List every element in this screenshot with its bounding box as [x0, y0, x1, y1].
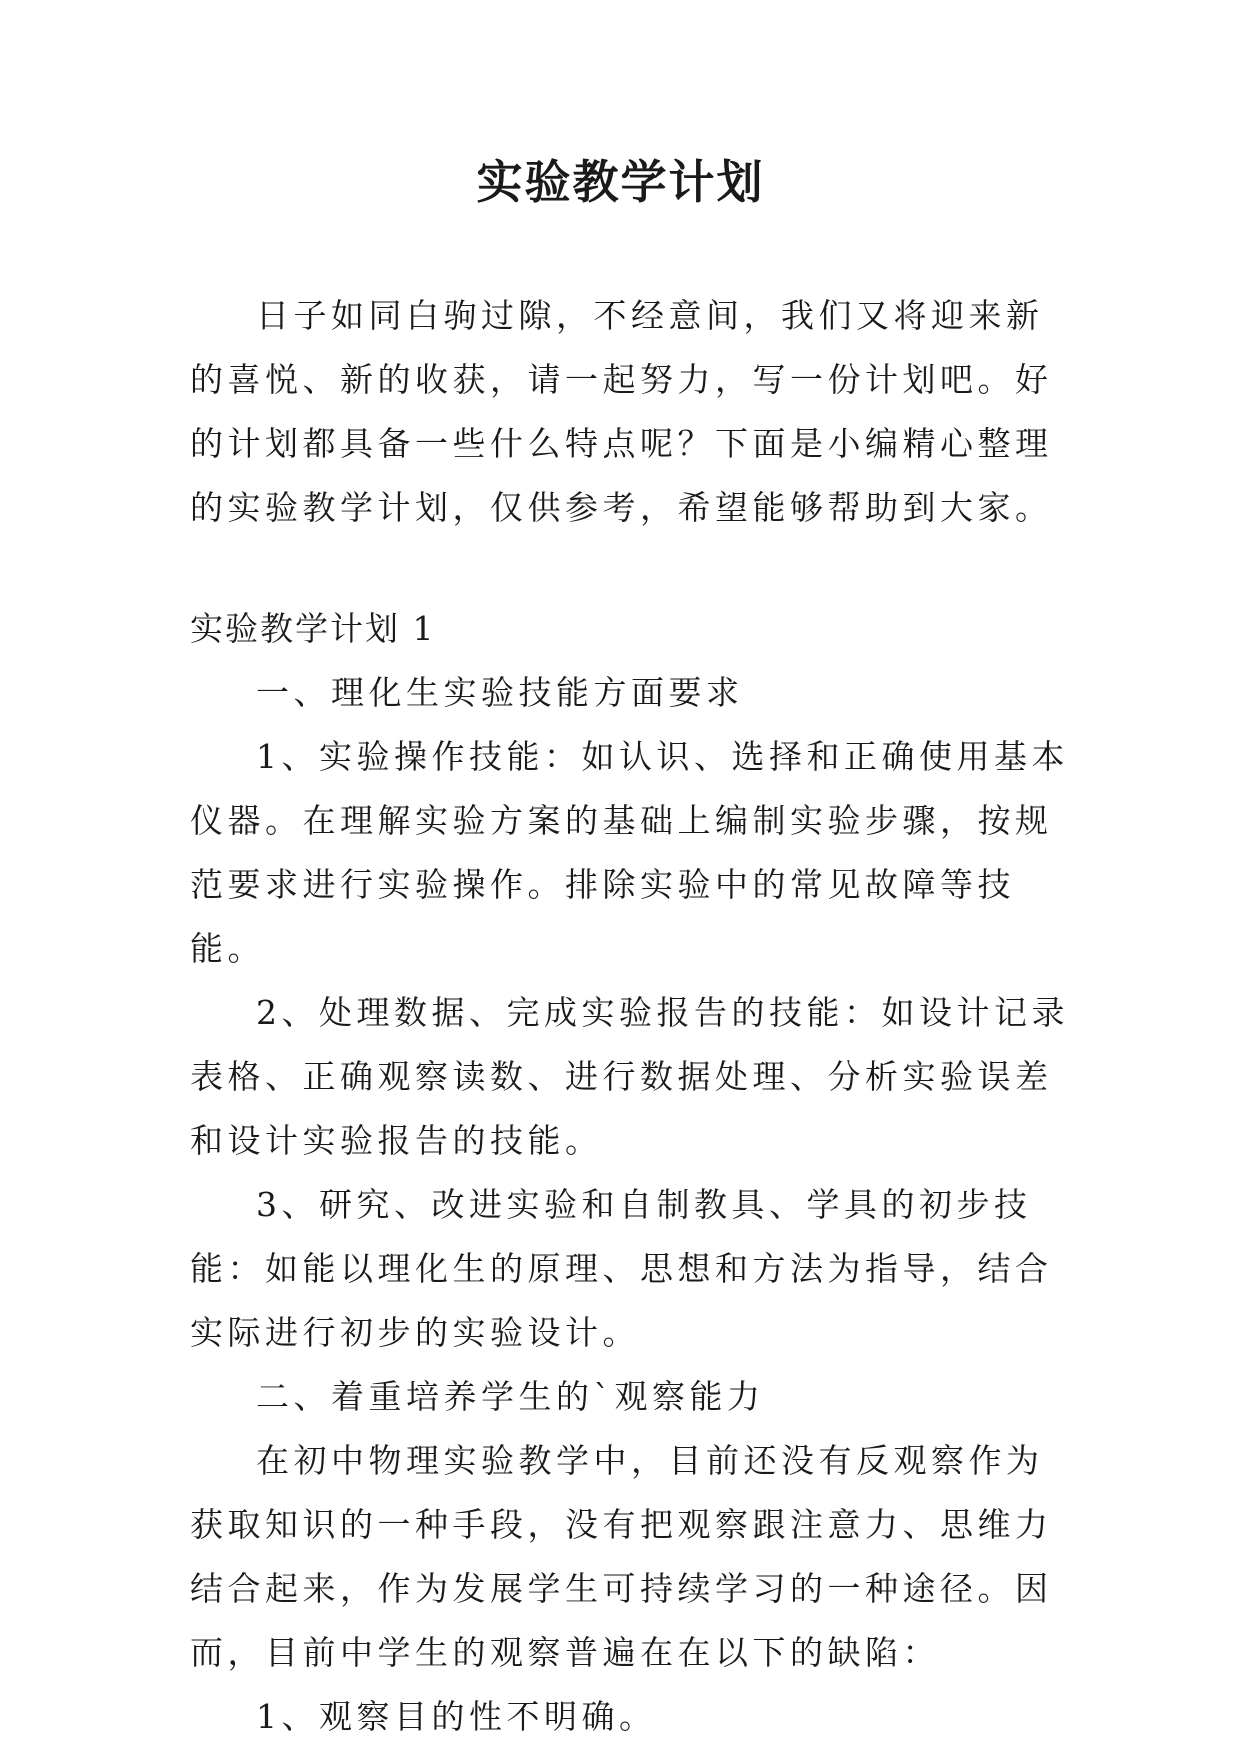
paragraph-observation-status: 在初中物理实验教学中，目前还没有反观察作为获取知识的一种手段，没有把观察跟注意力、思维力结合起来，作为发展学生可持续学习的一种途径。因而，目前中学生的观察普遍在在以下的缺陷： — [190, 1441, 1053, 1672]
paragraph-operation-skills: 1、实验操作技能：如认识、选择和正确使用基本仪器。在理解实验方案的基础上编制实验步骤，按规范要求进行实验操作。排除实验中的常见故障等技能。 — [190, 737, 1069, 968]
section-title: 实验教学计划 1 — [190, 609, 436, 648]
paragraph-research-skills: 3、研究、改进实验和自制教具、学具的初步技能：如能以理化生的原理、思想和方法为指导，结合实际进行初步的实验设计。 — [190, 1185, 1053, 1352]
paragraph-data-processing: 2、处理数据、完成实验报告的技能：如设计记录表格、正确观察读数、进行数据处理、分析实验误差和设计实验报告的技能。 — [190, 993, 1069, 1160]
intro-paragraph: 日子如同白驹过隙，不经意间，我们又将迎来新的喜悦、新的收获，请一起努力，写一份计划吧。好的计划都具备一些什么特点呢？下面是小编精心整理的实验教学计划，仅供参考，希望能够帮助到大家。 — [190, 296, 1053, 527]
document-body — [190, 284, 1070, 1749]
list-item-observation-purpose: 1、观察目的性不明确。 — [256, 1697, 657, 1736]
heading-observation-ability: 二、着重培养学生的`观察能力 — [256, 1377, 765, 1416]
heading-skills-requirements: 一、理化生实验技能方面要求 — [256, 673, 744, 712]
document-title: 实验教学计划 — [476, 155, 765, 209]
